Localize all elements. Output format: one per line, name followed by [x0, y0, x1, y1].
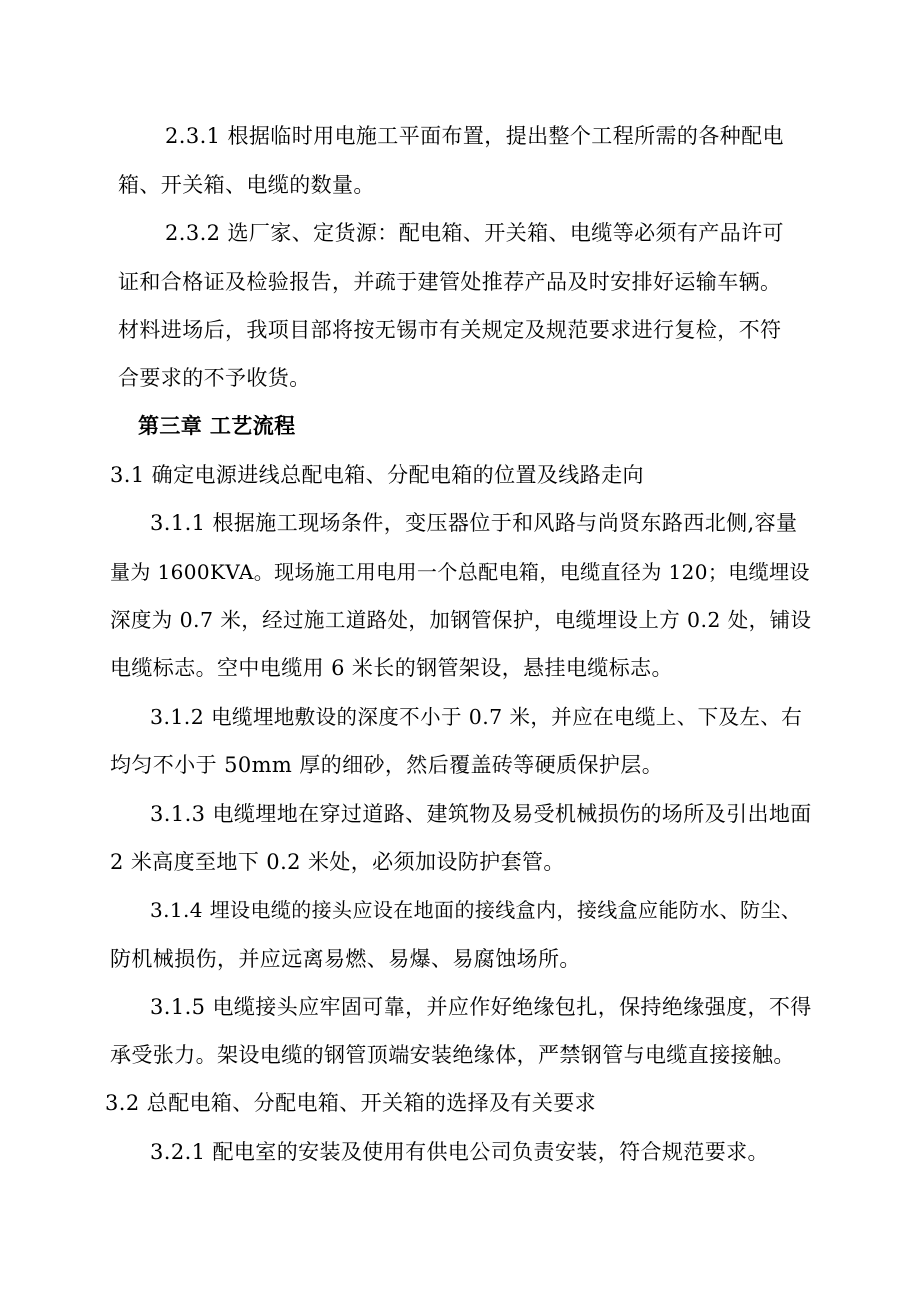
paragraph-2-3-2-line-1: 2.3.2 选厂家、定货源：配电箱、开关箱、电缆等必须有产品许可 [165, 221, 784, 245]
paragraph-3-1-3-line-2: 2 米高度至地下 0.2 米处，必须加设防护套管。 [110, 850, 565, 874]
paragraph-3-1-4-line-1: 3.1.4 埋设电缆的接头应设在地面的接线盒内，接线盒应能防水、防尘、 [150, 898, 802, 922]
paragraph-3-1-4-line-2: 防机械损伤，并应远离易燃、易爆、易腐蚀场所。 [110, 947, 581, 971]
paragraph-3-1-2-line-1: 3.1.2 电缆埋地敷设的深度不小于 0.7 米，并应在电缆上、下及左、右 [150, 705, 803, 729]
paragraph-3-1-5-line-2: 承受张力。架设电缆的钢管顶端安装绝缘体，严禁钢管与电缆直接接触。 [110, 1043, 795, 1067]
paragraph-2-3-2-line-3: 材料进场后，我项目部将按无锡市有关规定及规范要求进行复检，不符 [118, 318, 782, 342]
paragraph-3-1-1-line-4: 电缆标志。空中电缆用 6 米长的钢管架设，悬挂电缆标志。 [110, 656, 673, 680]
section-3-2-heading: 3.2 总配电箱、分配电箱、开关箱的选择及有关要求 [105, 1091, 597, 1115]
paragraph-3-1-1-line-2: 量为 1600KVA。现场施工用电用一个总配电箱，电缆直径为 120；电缆埋设 [110, 560, 810, 584]
paragraph-3-1-1-line-3: 深度为 0.7 米，经过施工道路处，加钢管保护，电缆埋设上方 0.2 处，铺设 [110, 608, 812, 632]
paragraph-2-3-1-line-1: 2.3.1 根据临时用电施工平面布置，提出整个工程所需的各种配电 [165, 124, 784, 148]
paragraph-2-3-2-line-2: 证和合格证及检验报告，并疏于建管处推荐产品及时安排好运输车辆。 [118, 270, 782, 294]
paragraph-3-1-5-line-1: 3.1.5 电缆接头应牢固可靠，并应作好绝缘包扎，保持绝缘强度，不得 [150, 995, 812, 1019]
section-3-1-heading: 3.1 确定电源进线总配电箱、分配电箱的位置及线路走向 [110, 463, 644, 487]
paragraph-3-1-3-line-1: 3.1.3 电缆埋地在穿过道路、建筑物及易受机械损伤的场所及引出地面 [150, 802, 812, 826]
paragraph-3-1-2-line-2: 均匀不小于 50mm 厚的细砂，然后覆盖砖等硬质保护层。 [110, 753, 664, 777]
paragraph-2-3-2-line-4: 合要求的不予收货。 [118, 366, 311, 390]
paragraph-3-2-1-line-1: 3.2.1 配电室的安装及使用有供电公司负责安装，符合规范要求。 [150, 1140, 769, 1164]
chapter-3-heading: 第三章 工艺流程 [138, 413, 296, 438]
paragraph-3-1-1-line-1: 3.1.1 根据施工现场条件，变压器位于和风路与尚贤东路西北侧,容量 [150, 511, 798, 535]
paragraph-2-3-1-line-2: 箱、开关箱、电缆的数量。 [118, 173, 375, 197]
